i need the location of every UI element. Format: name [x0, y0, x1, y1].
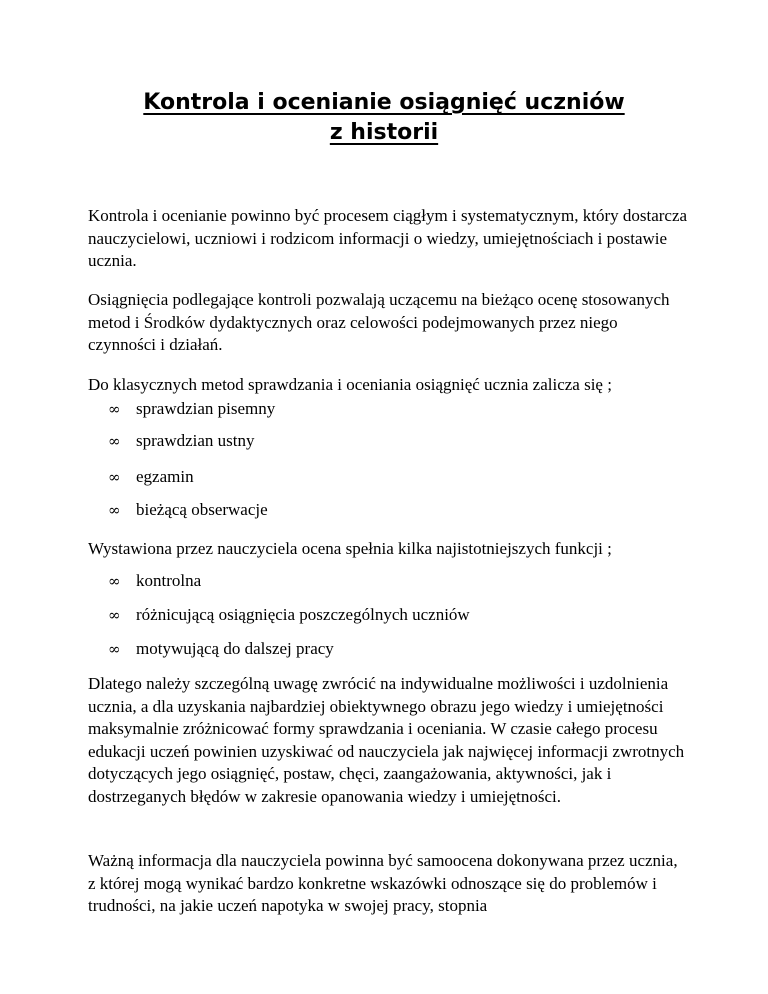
list-item [108, 398, 668, 420]
list-item [108, 430, 668, 452]
paragraph-functions-intro: Wystawiona przez nauczyciela ocena spełnia kilka najistotniejszych funkcji ; [88, 539, 612, 558]
infinity-bullet-icon: ∞ [108, 501, 121, 519]
infinity-bullet-icon: ∞ [108, 468, 121, 486]
list-item-text: egzamin [136, 467, 194, 486]
infinity-bullet-icon: ∞ [108, 400, 121, 418]
infinity-bullet-icon: ∞ [108, 640, 121, 658]
infinity-bullet-icon: ∞ [108, 572, 121, 590]
paragraph-intro: Kontrola i ocenianie powinno być procesem ciągłym i systematycznym, który dostarcza nauczycielowi, uczniowi i rodzicom informacji o wiedzy, umiejętnościach i postawie ucznia. [88, 206, 688, 271]
list-item-text: sprawdzian pisemny [136, 399, 276, 418]
list-item [108, 638, 668, 660]
paragraph-feedback: Dlatego należy szczególną uwagę zwrócić na indywidualne możliwości i uzdolnienia ucznia, a dla uzyskania najbardziej obiektywnego obrazu jego wiedzy i umiejętności maksymalnie zróżnicować formy sprawdzania i oceniania. W czasie całego procesu edukacji uczeń powinien uzyskiwać od nauczyciela jak najwięcej informacji zwrotnych dotyczących jego osiągnięć, postaw, chęci, zaangażowania, aktywności, jak i dostrzeganych błędów w zakresie opanowania wiedzy i umiejętności. [88, 674, 685, 806]
list-item [108, 604, 668, 626]
paragraph-methods-intro: Do klasycznych metod sprawdzania i oceniania osiągnięć ucznia zalicza się ; [88, 375, 612, 394]
list-item-text: bieżącą obserwacje [136, 500, 268, 519]
paragraph-achievements: Osiągnięcia podlegające kontroli pozwalają uczącemu na bieżąco ocenę stosowanych metod i Środków dydaktycznych oraz celowości podejmowanych przez niego czynności i działań. [88, 290, 670, 355]
list-item [108, 466, 668, 488]
list-item [108, 570, 668, 592]
page-title-line2: z historii [329, 120, 439, 145]
infinity-bullet-icon: ∞ [108, 432, 121, 450]
list-item [108, 499, 668, 521]
list-item-text: motywującą do dalszej pracy [136, 639, 334, 658]
paragraph-self-assessment: Ważną informacja dla nauczyciela powinna być samoocena dokonywana przez ucznia, z której mogą wynikać bardzo konkretne wskazówki odnoszące się do problemów i trudności, na jakie uczeń napotyka w swojej pracy, stopnia [88, 851, 678, 916]
page-title: Kontrola i ocenianie osiągnięć uczniów [143, 90, 625, 115]
list-item-text: różnicującą osiągnięcia poszczególnych uczniów [136, 605, 470, 624]
list-item-text: kontrolna [136, 571, 202, 590]
list-item-text: sprawdzian ustny [136, 431, 255, 450]
infinity-bullet-icon: ∞ [108, 606, 121, 624]
